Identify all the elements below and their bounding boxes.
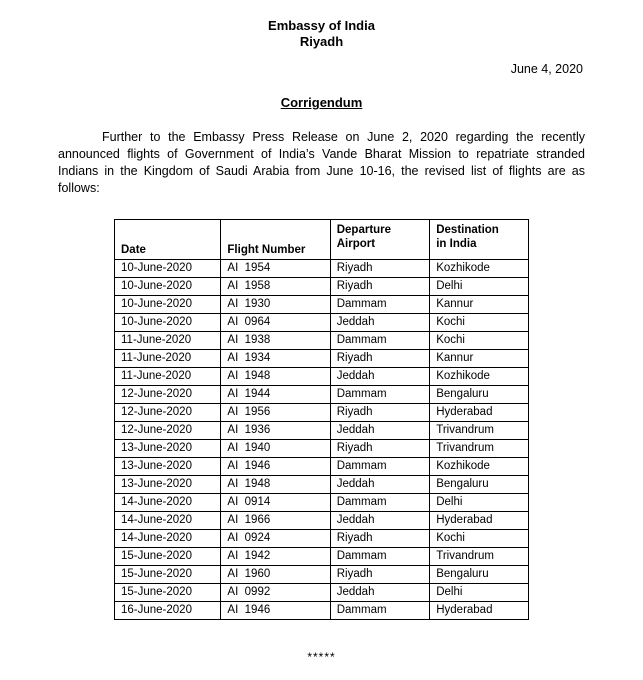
cell-flight-number: AI 0964 (221, 314, 330, 332)
table-row (115, 296, 529, 314)
letterhead (58, 18, 585, 50)
cell-date: 14-June-2020 (115, 494, 221, 512)
cell-flight-number: AI 0992 (221, 584, 330, 602)
table-row (115, 350, 529, 368)
cell-departure-airport: Dammam (330, 602, 429, 620)
cell-flight-number: AI 1936 (221, 422, 330, 440)
cell-destination: Delhi (430, 584, 529, 602)
cell-destination: Trivandrum (430, 440, 529, 458)
column-header-flight-number (221, 220, 330, 260)
cell-flight-number: AI 1940 (221, 440, 330, 458)
cell-date: 15-June-2020 (115, 548, 221, 566)
cell-date: 15-June-2020 (115, 566, 221, 584)
cell-destination: Kozhikode (430, 458, 529, 476)
cell-flight-number: AI 1960 (221, 566, 330, 584)
cell-destination: Delhi (430, 278, 529, 296)
table-row (115, 404, 529, 422)
column-header-destination-line1: Destination (436, 224, 499, 236)
column-header-date-line1: Date (121, 244, 146, 256)
cell-departure-airport: Jeddah (330, 314, 429, 332)
table-body (115, 260, 529, 620)
cell-destination: Kochi (430, 530, 529, 548)
cell-departure-airport: Dammam (330, 494, 429, 512)
cell-date: 14-June-2020 (115, 512, 221, 530)
cell-departure-airport: Riyadh (330, 440, 429, 458)
cell-departure-airport: Dammam (330, 548, 429, 566)
cell-flight-number: AI 1946 (221, 602, 330, 620)
cell-flight-number: AI 1966 (221, 512, 330, 530)
table-row (115, 548, 529, 566)
cell-destination: Hyderabad (430, 602, 529, 620)
cell-departure-airport: Jeddah (330, 476, 429, 494)
cell-destination: Bengaluru (430, 386, 529, 404)
cell-flight-number: AI 1948 (221, 368, 330, 386)
cell-destination: Kozhikode (430, 260, 529, 278)
table-row (115, 530, 529, 548)
column-header-destination (430, 220, 529, 260)
cell-flight-number: AI 1958 (221, 278, 330, 296)
body-paragraph: Further to the Embassy Press Release on June 2, 2020 regarding the recently announced flights of Government of India’s Vande Bharat Mission to repatriate stranded Indians in the Kingdom of Saudi Arabia from June 10-16, the revised list of flights are as follows: (58, 130, 585, 195)
cell-date: 11-June-2020 (115, 350, 221, 368)
cell-destination: Hyderabad (430, 404, 529, 422)
cell-date: 13-June-2020 (115, 476, 221, 494)
column-header-destination-line2: in India (436, 238, 477, 250)
cell-departure-airport: Riyadh (330, 530, 429, 548)
table-row (115, 332, 529, 350)
cell-flight-number: AI 0914 (221, 494, 330, 512)
flights-table-wrapper (58, 219, 585, 620)
cell-departure-airport: Riyadh (330, 566, 429, 584)
cell-destination: Kannur (430, 350, 529, 368)
cell-date: 16-June-2020 (115, 602, 221, 620)
cell-departure-airport: Riyadh (330, 260, 429, 278)
cell-departure-airport: Riyadh (330, 278, 429, 296)
flights-table (114, 219, 529, 620)
cell-flight-number: AI 1948 (221, 476, 330, 494)
column-header-flight-number-line1: Flight Number (227, 244, 306, 256)
table-row (115, 368, 529, 386)
table-row (115, 386, 529, 404)
cell-departure-airport: Dammam (330, 458, 429, 476)
cell-date: 12-June-2020 (115, 404, 221, 422)
cell-departure-airport: Jeddah (330, 584, 429, 602)
cell-destination: Hyderabad (430, 512, 529, 530)
table-row (115, 278, 529, 296)
cell-departure-airport: Jeddah (330, 512, 429, 530)
cell-flight-number: AI 1946 (221, 458, 330, 476)
organization-location: Riyadh (299, 34, 344, 49)
cell-destination: Kannur (430, 296, 529, 314)
table-row (115, 422, 529, 440)
cell-date: 11-June-2020 (115, 332, 221, 350)
table-row (115, 440, 529, 458)
cell-flight-number: AI 1954 (221, 260, 330, 278)
cell-flight-number: AI 1956 (221, 404, 330, 422)
table-row (115, 458, 529, 476)
table-row (115, 602, 529, 620)
cell-destination: Delhi (430, 494, 529, 512)
table-row (115, 476, 529, 494)
cell-departure-airport: Dammam (330, 296, 429, 314)
cell-date: 11-June-2020 (115, 368, 221, 386)
cell-flight-number: AI 1930 (221, 296, 330, 314)
table-row (115, 566, 529, 584)
cell-date: 12-June-2020 (115, 422, 221, 440)
organization-name: Embassy of India (268, 18, 375, 33)
cell-destination: Kochi (430, 332, 529, 350)
table-header-row (115, 220, 529, 260)
column-header-date (115, 220, 221, 260)
cell-date: 10-June-2020 (115, 314, 221, 332)
cell-date: 13-June-2020 (115, 458, 221, 476)
cell-departure-airport: Riyadh (330, 350, 429, 368)
column-header-departure-line1: Departure (336, 224, 392, 236)
footer-separator: ***** (307, 650, 336, 664)
table-row (115, 494, 529, 512)
cell-date: 12-June-2020 (115, 386, 221, 404)
cell-destination: Kochi (430, 314, 529, 332)
table-row (115, 584, 529, 602)
cell-date: 10-June-2020 (115, 296, 221, 314)
cell-departure-airport: Jeddah (330, 422, 429, 440)
table-row (115, 512, 529, 530)
column-header-departure-airport (330, 220, 429, 260)
cell-flight-number: AI 1942 (221, 548, 330, 566)
cell-date: 14-June-2020 (115, 530, 221, 548)
cell-destination: Bengaluru (430, 566, 529, 584)
cell-flight-number: AI 1938 (221, 332, 330, 350)
cell-destination: Trivandrum (430, 422, 529, 440)
cell-flight-number: AI 0924 (221, 530, 330, 548)
cell-flight-number: AI 1944 (221, 386, 330, 404)
cell-date: 13-June-2020 (115, 440, 221, 458)
cell-departure-airport: Dammam (330, 332, 429, 350)
cell-destination: Bengaluru (430, 476, 529, 494)
cell-departure-airport: Jeddah (330, 368, 429, 386)
table-row (115, 260, 529, 278)
document-date: June 4, 2020 (510, 62, 583, 76)
page-title: Corrigendum (280, 95, 363, 110)
cell-date: 15-June-2020 (115, 584, 221, 602)
cell-destination: Trivandrum (430, 548, 529, 566)
cell-date: 10-June-2020 (115, 260, 221, 278)
cell-departure-airport: Dammam (330, 386, 429, 404)
table-header (115, 220, 529, 260)
cell-date: 10-June-2020 (115, 278, 221, 296)
cell-destination: Kozhikode (430, 368, 529, 386)
cell-flight-number: AI 1934 (221, 350, 330, 368)
column-header-departure-line2: Airport (336, 238, 376, 250)
cell-departure-airport: Riyadh (330, 404, 429, 422)
table-row (115, 314, 529, 332)
